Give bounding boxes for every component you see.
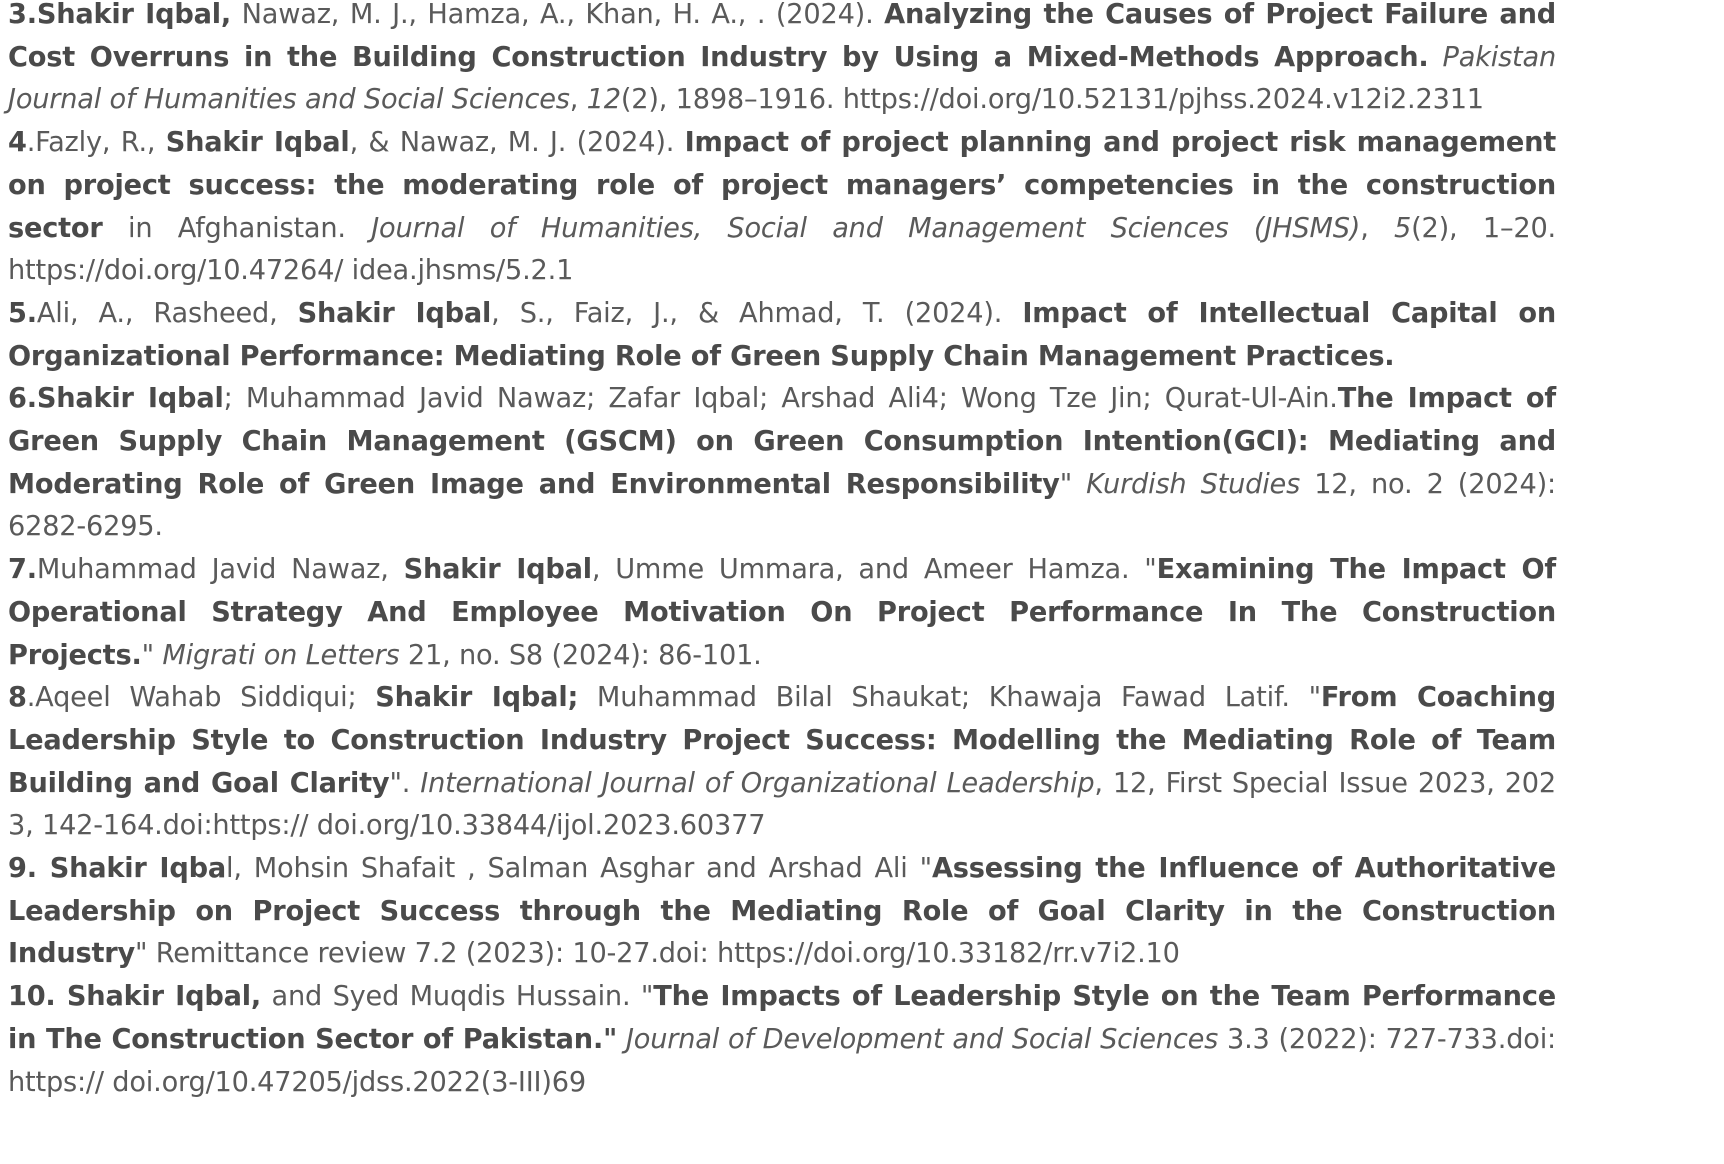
volume: 5	[1394, 212, 1412, 244]
volume: 12	[586, 84, 621, 116]
publication-entry	[8, 848, 1556, 976]
entry-number: 4	[8, 127, 27, 159]
author-highlight: Shakir Iqba	[49, 853, 226, 885]
authors: ; Muhammad Javid Nawaz; Zafar Iqbal; Arshad Ali4; Wong Tze Jin; Qurat-Ul-Ain.	[223, 383, 1338, 415]
author-highlight: Shakir Iqbal,	[66, 981, 261, 1013]
article-title: Examining The Impact Of Operational Strategy And Employee Motivation On Project Performance In The Construction Projects.	[8, 554, 1557, 671]
entry-number: 5.	[8, 297, 37, 329]
journal-name: Pakistan Journal of Humanities and Social Sciences	[8, 41, 1556, 116]
publication-list	[8, 0, 1556, 1104]
authors-year: , & Nawaz, M. J. (2024).	[349, 127, 685, 159]
publication-entry	[8, 293, 1556, 378]
issue-pages-doi: , 12, First Special Issue 2023, 2023, 142-164.doi:https:// doi.org/10.33844/ijol.2023.60377	[8, 767, 1556, 842]
title-suffix: in Afghanistan.	[102, 212, 372, 244]
issue-pages-doi: (2), 1–20. https://doi.org/10.47264/ idea.jhsms/5.2.1	[8, 212, 1556, 287]
authors: .Aqeel Wahab Siddiqui;	[26, 682, 376, 714]
authors: l, Mohsin Shafait , Salman Asghar and Arshad Ali "	[226, 853, 932, 885]
publication-entry	[8, 976, 1556, 1104]
journal-name: International Journal of Organizational Leadership	[420, 767, 1095, 799]
article-title: The Impacts of Leadership Style on the Team Performance in The Construction Sector of Pakistan."	[8, 981, 1556, 1055]
article-title: Impact of project planning and project risk management on project success: the moderating role of project managers’ competencies in the construction sector	[8, 127, 1557, 244]
issue-pages-doi: 3.3 (2022): 727-733.doi: https:// doi.org/10.47205/jdss.2022(3-III)69	[8, 1023, 1557, 1098]
article-title: Assessing the Influence of Authoritative Leadership on Project Success through the Mediating Role of Goal Clarity in the Construction Industry	[8, 853, 1556, 970]
entry-number: 8	[8, 682, 27, 714]
journal-name: Journal of Humanities, Social and Management Sciences (JHSMS)	[371, 212, 1361, 244]
entry-number: 7.	[8, 554, 37, 586]
article-title: Analyzing the Causes of Project Failure and Cost Overruns in the Building Construction Industry by Using a Mixed-Methods Approach.	[8, 0, 1556, 73]
entry-number: 10.	[8, 981, 67, 1013]
authors: and Syed Muqdis Hussain. "	[261, 981, 654, 1013]
authors: Muhammad Bilal Shaukat; Khawaja Fawad Latif. "	[578, 682, 1321, 714]
entry-number: 6.	[8, 383, 37, 415]
author-highlight: Shakir Iqbal	[36, 383, 224, 415]
author-highlight: Shakir Iqbal	[297, 297, 492, 329]
journal-name: Journal of Development and Social Sciences	[625, 1023, 1219, 1055]
entry-number: 3.	[8, 0, 37, 30]
publication-entry	[8, 677, 1556, 848]
publication-entry	[8, 378, 1556, 549]
article-title: Impact of Intellectual Capital on Organizational Performance: Mediating Role of Green Supply Chain Management Practices.	[8, 297, 1557, 372]
author-highlight: Shakir Iqbal,	[36, 0, 232, 30]
issue-pages: 12, no. 2 (2024): 6282-6295.	[8, 468, 1556, 543]
separator: ,	[1360, 212, 1395, 244]
issue-pages-doi: (2), 1898–1916. https://doi.org/10.52131/pjhss.2024.v12i2.2311	[620, 84, 1484, 116]
article-title: The Impact of Green Supply Chain Management (GSCM) on Green Consumption Intention(GCI): Mediating and Moderating Role of Green Image and Environmental Responsibility	[8, 383, 1557, 500]
author-highlight: Shakir Iqbal;	[375, 682, 579, 714]
issue-pages: 21, no. S8 (2024): 86-101.	[399, 639, 762, 671]
authors: .Fazly, R.,	[26, 127, 166, 159]
authors: Ali, A., Rasheed,	[36, 297, 298, 329]
journal-issue-doi: " Remittance review 7.2 (2023): 10-27.doi: https://doi.org/10.33182/rr.v7i2.10	[135, 938, 1180, 970]
author-highlight: Shakir Iqbal	[403, 554, 592, 586]
separator	[1429, 42, 1443, 73]
publication-entry	[8, 122, 1556, 293]
separator: "	[1059, 468, 1087, 500]
journal-name: Migrati on Letters	[162, 639, 400, 671]
publication-entry	[8, 0, 1556, 122]
separator: ,	[569, 84, 587, 116]
authors-year: Nawaz, M. J., Hamza, A., Khan, H. A., . (2024).	[231, 0, 885, 30]
authors: , Umme Ummara, and Ameer Hamza. "	[591, 554, 1157, 586]
separator: "	[141, 639, 163, 671]
journal-name: Kurdish Studies	[1086, 468, 1301, 500]
separator	[617, 1024, 626, 1055]
entry-number: 9.	[8, 853, 50, 885]
author-highlight: Shakir Iqbal	[165, 127, 350, 159]
authors-year: , S., Faiz, J., & Ahmad, T. (2024).	[491, 297, 1023, 329]
separator: ".	[389, 767, 421, 799]
article-title: From Coaching Leadership Style to Construction Industry Project Success: Modelling the Mediating Role of Team Building and Goal Clarity	[8, 682, 1556, 799]
publication-entry	[8, 549, 1556, 677]
authors: Muhammad Javid Nawaz,	[36, 554, 404, 586]
